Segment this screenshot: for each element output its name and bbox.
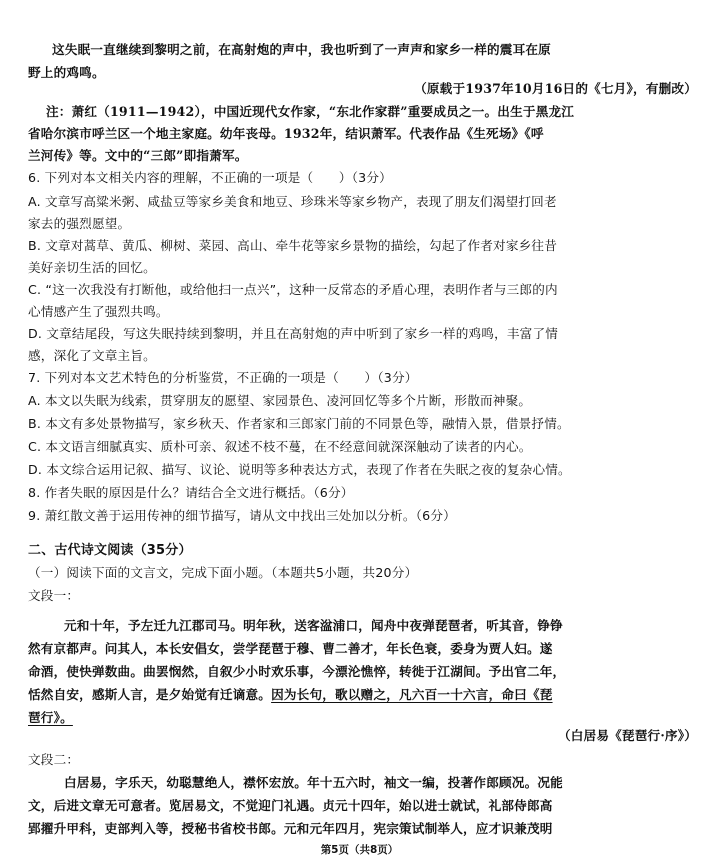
- q6-option-b-cont: 美好亲切生活的回忆。: [28, 260, 156, 275]
- question-6: 6. 下列对本文相关内容的理解，不正确的一项是（ ）（3分）: [28, 170, 392, 185]
- author-note-line: 兰河传》等。文中的“三郎”即指萧军。: [28, 148, 248, 163]
- text2-label: 文段二：: [28, 752, 80, 767]
- author-note-line: 省哈尔滨市呼兰区一个地主家庭。幼年丧母。1932年，结识萧军。代表作品《生死场》《呼: [28, 126, 544, 141]
- classical-text-plain: 恬然自安，感斯人言，是夕始觉有迁谪意。: [28, 687, 272, 702]
- passage-source: （原载于1937年10月16日的《七月》，有删改）: [414, 81, 697, 96]
- passage-paragraph-line: 野上的鸡鸣。: [28, 65, 105, 80]
- question-9: 9. 萧红散文善于运用传神的细节描写，请从文中找出三处加以分析。（6分）: [28, 508, 456, 523]
- text1-label: 文段一：: [28, 588, 80, 603]
- author-note-line: 注：萧红（1911—1942），中国近现代女作家，“东北作家群”重要成员之一。出生于黑龙江: [46, 104, 575, 119]
- classical-text-line: 然有京都声。问其人，本长安倡女，尝学琵琶于穆、曹二善才，年长色衰，委身为贾人妇。遂: [28, 641, 553, 656]
- q7-option-c: C. 本文语言细腻真实、质朴可亲、叙述不枝不蔓，在不经意间就深深触动了读者的内心。: [28, 439, 532, 454]
- section-heading: 二、古代诗文阅读（35分）: [28, 543, 192, 558]
- q6-option-a-cont: 家去的强烈愿望。: [28, 216, 131, 231]
- underlined-sentence: 因为长句，歌以赠之，凡六百一十六言，命曰《琵: [271, 687, 553, 702]
- underlined-sentence-cont: [28, 712, 73, 725]
- classical-text-line: 郢擢升甲科，吏部判入等，授秘书省校书郎。元和元年四月，宪宗策试制举人，应才识兼茂明: [28, 821, 553, 836]
- q6-option-b: B. 文章对蒿草、黄瓜、柳树、菜园、高山、牵牛花等家乡景物的描绘，勾起了作者对家乡往昔: [28, 238, 557, 253]
- q7-option-a: A. 本文以失眠为线索，贯穿朋友的愿望、家园景色、凌河回忆等多个片断，形散而神聚。: [28, 393, 532, 408]
- q6-option-c: C. “这一次我没有打断他，或给他扫一点兴”，这种一反常态的矛盾心理，表明作者与三郎的内: [28, 282, 558, 297]
- question-7: 7. 下列对本文艺术特色的分析鉴赏，不正确的一项是（ ）（3分）: [28, 370, 418, 385]
- text1-source: （白居易《琵琶行·序》）: [557, 728, 697, 743]
- question-8: 8. 作者失眠的原因是什么？请结合全文进行概括。（6分）: [28, 485, 354, 500]
- q6-option-d: D. 文章结尾段，写这失眠持续到黎明，并且在高射炮的声中听到了家乡一样的鸡鸣，丰富了情: [28, 326, 559, 341]
- page-number: 第5页（共8页）: [320, 844, 399, 856]
- section-subheading: （一）阅读下面的文言文，完成下面小题。（本题共5小题，共20分）: [28, 565, 418, 580]
- q6-option-d-cont: 感，深化了文章主旨。: [28, 348, 156, 363]
- classical-text-line: 白居易，字乐天，幼聪慧绝人，襟怀宏放。年十五六时，袖文一编，投著作郎顾况。况能: [64, 775, 563, 790]
- passage-paragraph-line: 这失眠一直继续到黎明之前，在高射炮的声中，我也听到了一声声和家乡一样的震耳在原: [52, 42, 551, 57]
- q7-option-d: D. 本文综合运用记叙、描写、议论、说明等多种表达方式，表现了作者在失眠之夜的复杂心情。: [28, 462, 571, 477]
- q6-option-c-cont: 心情感产生了强烈共鸣。: [28, 304, 169, 319]
- classical-text-line: [28, 689, 553, 702]
- classical-text-line: 文，后进文章无可意者。览居易文，不觉迎门礼遇。贞元十四年，始以进士就试，礼部侍郎高: [28, 798, 553, 813]
- q6-option-a: A. 文章写高粱米粥、咸盐豆等家乡美食和地豆、珍珠米等家乡物产，表现了朋友们渴望打回老: [28, 194, 557, 209]
- classical-text-line: 元和十年，予左迁九江郡司马。明年秋，送客湓浦口，闻舟中夜弹琵琶者，听其音，铮铮: [64, 618, 563, 633]
- underlined-sentence-end: 琶行》。: [28, 710, 73, 725]
- q7-option-b: B. 本文有多处景物描写，家乡秋天、作者家和三郎家门前的不同景色等，融情入景，借景抒情。: [28, 416, 570, 431]
- classical-text-line: 命酒，使快弹数曲。曲罢悯然，自叙少小时欢乐事，今漂沦憔悴，转徙于江湖间。予出官二年，: [28, 664, 566, 679]
